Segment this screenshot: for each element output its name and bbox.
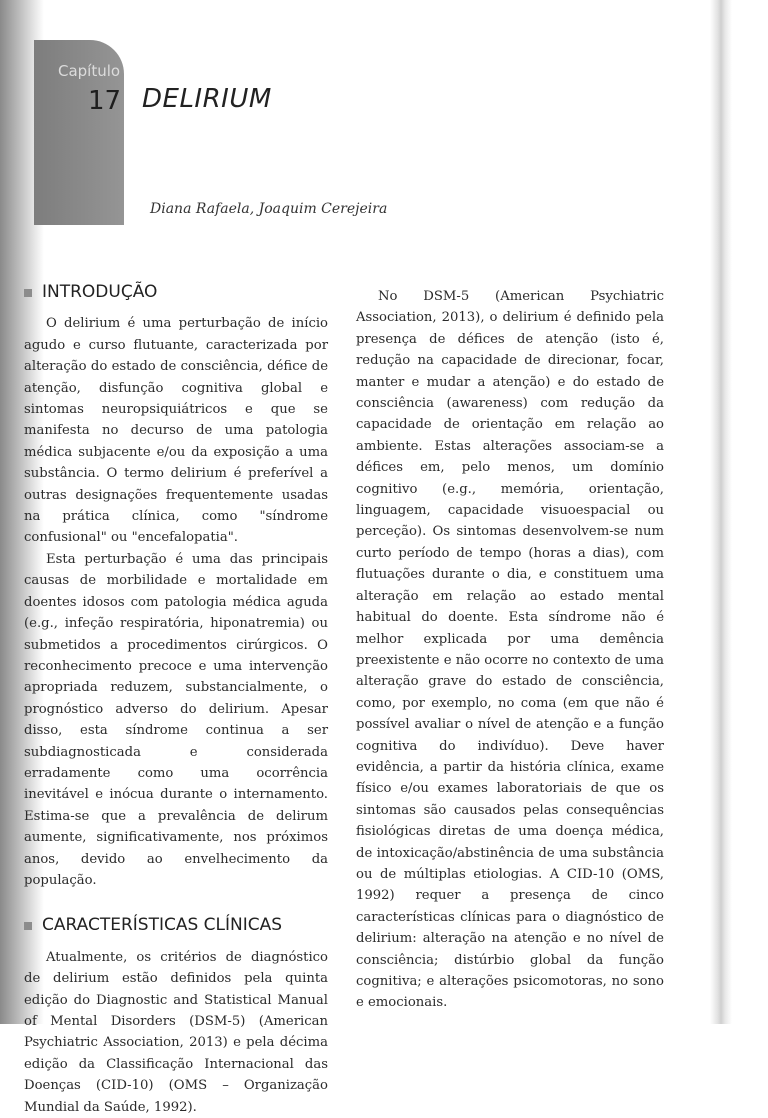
section-heading-clinical [24, 915, 328, 936]
chapter-label: Capítulo [58, 62, 121, 80]
paragraph: Esta perturbação é uma das principais causas de morbilidade e mortalidade em doentes idosos com patologia médica aguda (e.g., infeção respiratória, hiponatremia) ou submetidos a procedimentos cirúrgicos. O reconhecimento precoce e uma intervenção apropriada reduzem, substancialmente, o prognóstico adverso do delirium. Apesar disso, esta síndrome continua a ser subdiagnosticada e considerada erradamente como uma ocorrência inevitável e inócua durante o internamento. Estima-se que a prevalência de delirum aumente, significativamente, nos próximos anos, devido ao envelhecimento da população. [24, 551, 328, 888]
page-edge-shadow [710, 0, 732, 1024]
heading-bullet-icon [24, 922, 32, 930]
paragraph: Atualmente, os critérios de diagnóstico de delirium estão definidos pela quinta edição do Diagnostic and Statistical Manual of Mental Disorders (DSM-5) (American Psychiatric Association, 2013) e pela décima edição da Classificação Internacional das Doenças (CID-10) (OMS – Organização Mundial da Saúde, 1992). [24, 949, 328, 1115]
authors: Diana Rafaela, Joaquim Cerejeira [150, 201, 388, 217]
section-heading-text: CARACTERÍSTICAS CLÍNICAS [42, 915, 283, 936]
chapter-number: 17 [88, 86, 122, 116]
paragraph: No DSM-5 (American Psychiatric Association, 2013), o delirium é definido pela presença de défices de atenção (isto é, redução na capacidade de direcionar, focar, manter e mudar a atenção) e do estado de consciência (awareness) com redução da capacidade de orientação em relação ao ambiente. Estas alterações associam-se a défices em, pelo menos, um domínio cognitivo (e.g., memória, orientação, linguagem, capacidade visuoespacial ou perceção). Os sintomas desenvolvem-se num curto período de tempo (horas a dias), com flutuações durante o dia, e constituem uma alteração em relação ao estado mental habitual do doente. Esta síndrome não é melhor explicada por uma demência preexistente e não ocorre no contexto de uma alteração grave do estado de consciência, como, por exemplo, no coma (em que não é possível avaliar o nível de atenção e a função cognitiva do indivíduo). Deve haver evidência, a partir da história clínica, exame físico e/ou exames laboratoriais de que os sintomas são causados pelas consequências fisiológicas diretas de uma doença médica, de intoxicação/abstinência de uma substância ou de múltiplas etiologias. A CID-10 (OMS, 1992) requer a presença de cinco características clínicas para o diagnóstico de delirium: alteração na atenção e no nível de consciência; distúrbio global da função cognitiva; e alterações psicomotoras, no sono e emocionais. [356, 289, 664, 1011]
right-column [356, 286, 664, 1014]
section-heading-introduction [24, 282, 328, 303]
left-column [24, 282, 328, 1118]
chapter-title: DELIRIUM [142, 84, 272, 114]
section-heading-text: INTRODUÇÃO [42, 282, 158, 302]
paragraph: O delirium é uma perturbação de início agudo e curso flutuante, caracterizada por alteração do estado de consciência, défice de atenção, disfunção cognitiva global e sintomas neuropsiquiátricos e que se manifesta no decurso de uma patologia médica subjacente e/ou da exposição a uma substância. O termo delirium é preferível a outras designações frequentemente usadas na prática clínica, como "síndrome confusional" ou "encefalopatia". [24, 316, 328, 546]
heading-bullet-icon [24, 289, 32, 297]
